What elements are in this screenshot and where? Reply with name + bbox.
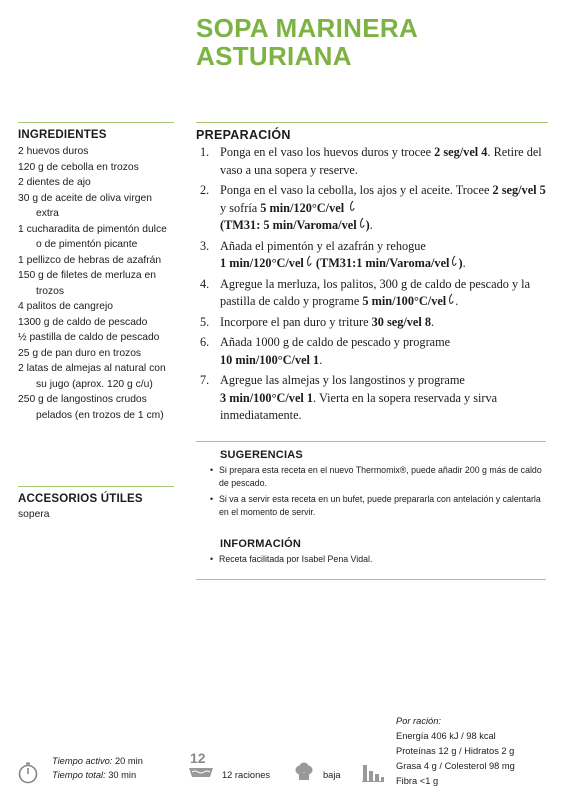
nutrition-heading: Por ración: xyxy=(396,716,441,726)
ingredients-section xyxy=(18,122,174,423)
step-text: Agregue las almejas y los langostinos y programe 3 min/100°C/vel 1. Vierta en la sopera reservada y sirva inmediatamente. xyxy=(220,373,498,422)
accessories-section xyxy=(18,486,174,522)
step-text: Agregue la merluza, los palitos, 300 g de caldo de pescado y la pastilla de caldo y programe 5 min/100°C/vel . xyxy=(220,276,531,308)
nutrition-info xyxy=(396,714,515,789)
ingredient-item: 1 cucharadita de pimentón dulce o de pimentón picante xyxy=(18,223,167,250)
suggestions-heading: SUGERENCIAS xyxy=(220,449,303,461)
step-number: 3. xyxy=(200,238,210,253)
ingredient-item: 1 pellizco de hebras de azafrán xyxy=(18,254,162,266)
step-text: Ponga en el vaso los huevos duros y trocee 2 seg/vel 4. Retire del vaso a una sopera y reserve. xyxy=(220,145,542,177)
divider xyxy=(18,486,174,487)
divider xyxy=(18,122,174,123)
preparation-steps xyxy=(196,144,548,425)
reverse-blade-icon xyxy=(357,218,366,232)
time-info xyxy=(52,754,143,782)
nutrition-item: Energía 406 kJ / 98 kcal xyxy=(396,731,496,741)
step-item xyxy=(196,144,548,179)
reverse-blade-icon xyxy=(446,294,455,308)
step-text: Añada 1000 g de caldo de pescado y programe 10 min/100°C/vel 1. xyxy=(220,335,451,367)
step-item xyxy=(196,182,548,235)
timer-icon xyxy=(18,762,38,784)
step-text: Añada el pimentón y el azafrán y rehogue 1 min/120°C/vel (TM31:1 min/Varoma/vel ). xyxy=(220,238,466,270)
ingredients-heading: INGREDIENTES xyxy=(18,129,107,141)
nutrition-item: Proteínas 12 g / Hidratos 2 g xyxy=(396,746,515,756)
suggestion-item: • Si prepara esta receta en el nuevo Thermomix®, puede añadir 200 g más de caldo de pescado. xyxy=(210,464,546,490)
step-item xyxy=(196,238,548,273)
recipe-title-line-2: ASTURIANA xyxy=(196,41,352,71)
suggestions-list xyxy=(196,464,546,519)
ingredient-item: 25 g de pan duro en trozos xyxy=(18,347,142,359)
recipe-footer xyxy=(0,712,564,800)
nutrition-item: Fibra <1 g xyxy=(396,776,439,786)
preparation-section xyxy=(196,122,548,428)
ingredient-item: 4 palitos de cangrejo xyxy=(18,301,114,312)
reverse-blade-icon xyxy=(347,201,356,215)
reverse-blade-icon xyxy=(304,256,313,270)
step-item xyxy=(196,314,548,332)
ingredient-item: 150 g de filetes de merluza en trozos xyxy=(18,270,156,297)
step-number: 6. xyxy=(200,335,210,349)
step-number: 5. xyxy=(200,314,210,329)
total-time: Tiempo total: 30 min xyxy=(52,770,137,780)
information-heading: INFORMACIÓN xyxy=(220,538,302,550)
ingredient-item: 250 g de langostinos crudos pelados (en trozos de 1 cm) xyxy=(18,394,164,421)
recipe-title-line-1: SOPA MARINERA xyxy=(196,13,419,43)
step-text: Incorpore el pan duro y triture 30 seg/vel 8. xyxy=(220,314,435,329)
divider xyxy=(196,441,546,442)
ingredient-item: ½ pastilla de caldo de pescado xyxy=(18,332,160,343)
preparation-heading: PREPARACIÓN xyxy=(196,128,291,142)
accessories-heading: ACCESORIOS ÚTILES xyxy=(18,493,143,505)
step-item xyxy=(196,276,548,311)
ingredient-item: 30 g de aceite de oliva virgen extra xyxy=(18,192,152,219)
difficulty: baja xyxy=(323,770,341,780)
ingredient-item: 2 dientes de ajo xyxy=(18,177,91,188)
ingredient-item: 2 huevos duros xyxy=(18,146,89,157)
divider xyxy=(196,122,548,123)
accessory-item: sopera xyxy=(18,509,50,520)
ingredient-item: 2 latas de almejas al natural con su jugo (aprox. 120 g c/u) xyxy=(18,363,166,390)
information-section xyxy=(196,531,546,569)
chef-hat-icon xyxy=(294,762,314,782)
suggestion-item: • Si va a servir esta receta en un bufet, puede prepararla con antelación y calentarla en el momento de servir. xyxy=(210,493,546,519)
step-item xyxy=(196,334,548,369)
information-list xyxy=(196,553,546,566)
ingredient-item: 120 g de cebolla en trozos xyxy=(18,161,139,173)
recipe-title xyxy=(196,14,546,70)
step-number: 2. xyxy=(200,183,210,197)
bowl-icon xyxy=(188,765,214,779)
step-item xyxy=(196,372,548,425)
nutrition-item: Grasa 4 g / Colesterol 98 mg xyxy=(396,761,515,771)
step-number: 7. xyxy=(200,373,210,387)
divider xyxy=(196,579,546,580)
servings: 12 raciones xyxy=(222,770,271,780)
information-item: • Receta facilitada por Isabel Pena Vidal. xyxy=(210,553,546,566)
bar-chart-icon xyxy=(362,762,384,782)
ingredients-list xyxy=(18,144,174,423)
suggestions-section xyxy=(196,441,546,522)
servings-number: 12 xyxy=(190,750,206,766)
step-number: 4. xyxy=(200,276,210,291)
step-number: 1. xyxy=(200,145,210,159)
step-text: Ponga en el vaso la cebolla, los ajos y el aceite. Trocee 2 seg/vel 5 y sofría 5 min/120°C/vel (TM31: 5 min/Varoma/vel ). xyxy=(220,183,546,232)
active-time: Tiempo activo: 20 min xyxy=(52,756,143,766)
ingredient-item: 1300 g de caldo de pescado xyxy=(18,316,148,328)
